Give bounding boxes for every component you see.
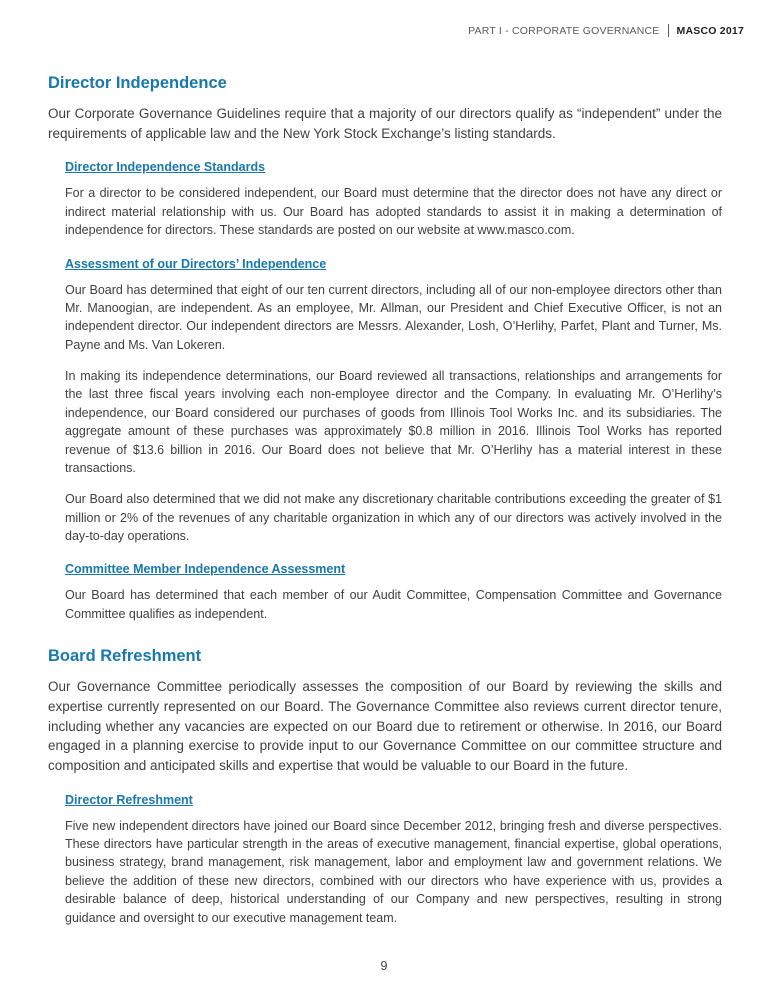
section-heading-board-refreshment: Board Refreshment <box>48 647 202 666</box>
section-heading-director-independence: Director Independence <box>48 74 227 92</box>
subsection-heading-director-refreshment: Director Refreshment <box>65 792 193 807</box>
page-header <box>48 24 744 37</box>
header-part-label: PART I - CORPORATE GOVERNANCE <box>468 24 660 37</box>
paragraph: Our Board also determined that we did not make any discretionary charitable contributions exceeding the greater of $1 million or 2% of the revenues of any charitable organization in which any of our directors was actively involved in the day-to-day operations. <box>65 492 722 544</box>
paragraph-director-independence-intro: Our Corporate Governance Guidelines require that a majority of our directors qualify as “independent” under the requirements of applicable law and the New York Stock Exchange’s listing standards. <box>48 106 722 141</box>
subsection-heading-assessment-directors-independence: Assessment of our Directors’ Independence <box>65 256 327 271</box>
subsection-heading-committee-member-independence: Committee Member Independence Assessment <box>65 562 346 577</box>
subsection-director-refreshment <box>65 793 722 927</box>
subsection-heading-director-independence-standards: Director Independence Standards <box>65 160 266 175</box>
header-divider <box>668 24 669 37</box>
paragraph-board-refreshment-intro: Our Governance Committee periodically assesses the composition of our Board by reviewing the skills and expertise currently represented on our Board. The Governance Committee also reviews current director tenure, including whether any vacancies are expected on our Board due to retirement or otherwise. In 2016, our Board engaged in a planning exercise to provide input to our Governance Committee on our committee structure and composition and anticipated skills and expertise that would be valuable to our Board in the future. <box>48 679 722 773</box>
subsection-director-independence-standards <box>65 160 722 239</box>
page-number: 9 <box>380 959 388 973</box>
paragraph: Our Board has determined that eight of our ten current directors, including all of our non-employee directors other than Mr. Manoogian, are independent. As an employee, Mr. Allman, our President and Chief Executive Officer, is not an independent director. Our independent directors are Messrs. Alexander, Losh, O’Herlihy, Parfet, Plant and Turner, Ms. Payne and Ms. Van Lokeren. <box>65 282 722 352</box>
paragraph: Five new independent directors have joined our Board since December 2012, bringing fresh and diverse perspectives. These directors have particular strength in the areas of executive management, financial expertise, global operations, business strategy, brand management, risk management, labor and employment law and government relations. We believe the addition of these new directors, combined with our directors who have experience with us, provides a desirable balance of deep, historical understanding of our Company and new perspectives, resulting in strong guidance and oversight to our executive management team. <box>65 818 722 925</box>
subsection-committee-member-independence <box>65 562 722 623</box>
paragraph: Our Board has determined that each member of our Audit Committee, Compensation Committee and Governance Committee qualifies as independent. <box>65 588 722 621</box>
subsection-assessment-directors-independence <box>65 257 722 546</box>
paragraph: For a director to be considered independent, our Board must determine that the director does not have any direct or indirect material relationship with us. Our Board has adopted standards to assist it in making a determination of independence for directors. These standards are posted on our website at www.masco.com. <box>65 186 722 238</box>
paragraph: In making its independence determinations, our Board reviewed all transactions, relationships and arrangements for the last three fiscal years involving each non-employee director and the Company. In evaluating Mr. O’Herlihy’s independence, our Board considered our purchases of goods from Illinois Tool Works Inc. and its subsidiaries. The aggregate amount of these purchases was approximately $0.8 million in 2016. Illinois Tool Works has reported revenue of $13.6 billion in 2016. Our Board does not believe that Mr. O’Herlihy has a material interest in these transactions. <box>65 369 722 475</box>
header-brand-label: MASCO 2017 <box>676 24 744 37</box>
